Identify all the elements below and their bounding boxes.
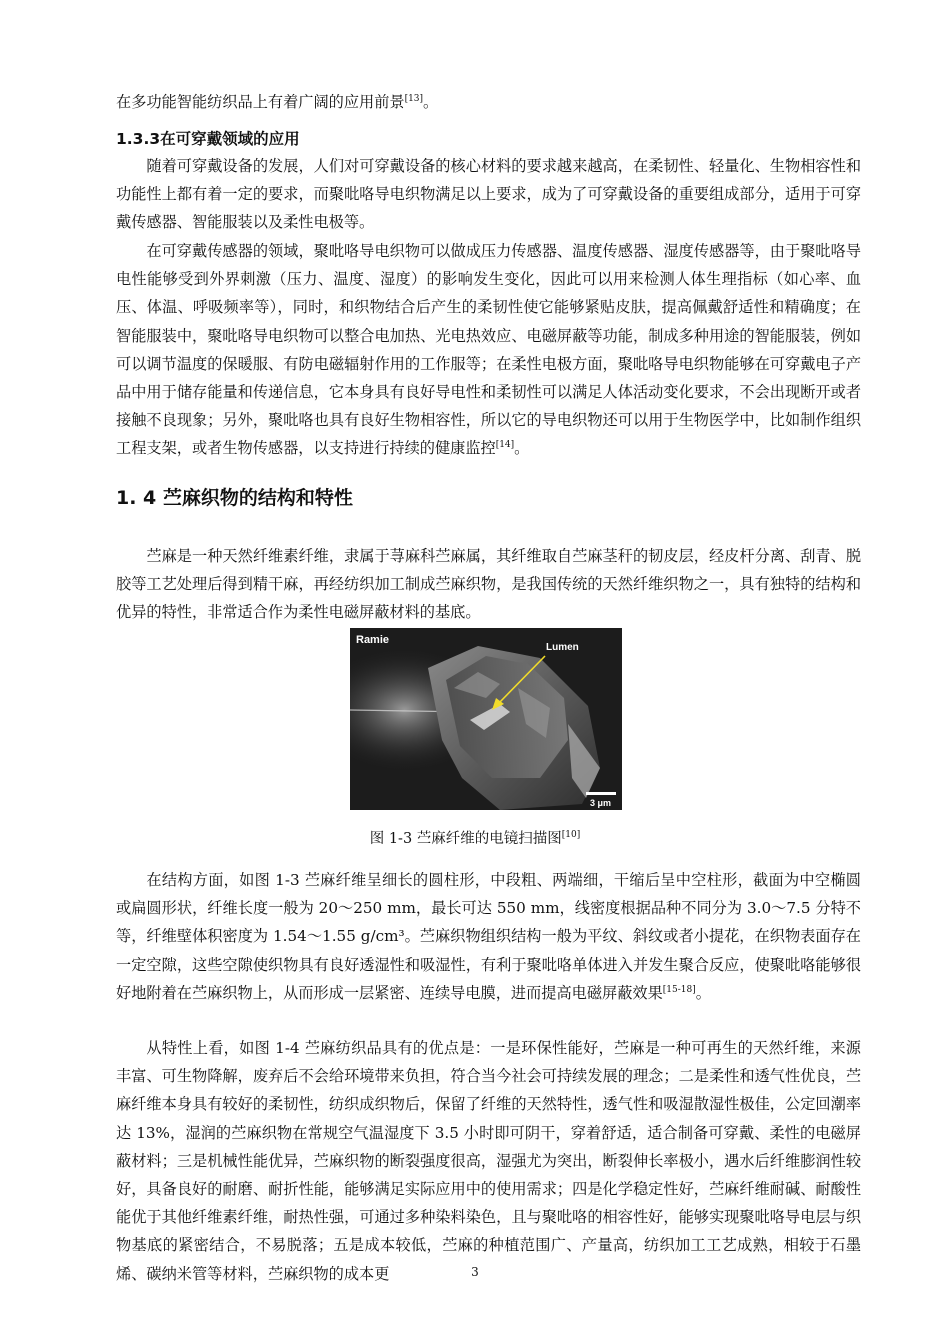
paragraph-ramie-structure: 在结构方面，如图 1-3 苎麻纤维呈细长的圆柱形，中段粗、两端细，干缩后呈中空柱形，截面为中空椭圆或扁圆形状，纤维长度一般为 20～250 mm，最长可达 550 mm，线密度根据品种不同分为 3.0～7.5 分特不等，纤维壁体积密度为 1.54～1.55 g/cm³。苎麻织物组织结构一般为平纹、斜纹或者小提花，在织物表面存在一定空隙，这些空隙使织物具有良好透湿性和吸湿性，有利于聚吡咯单体进入并发生聚合反应，使聚吡咯能够很好地附着在苎麻织物上，从而形成一层紧密、连续导电膜，进而提高电磁屏蔽效果[15-18]。 [116, 871, 861, 1002]
paragraph-ramie-intro: 苎麻是一种天然纤维素纤维，隶属于荨麻科苎麻属，其纤维取自苎麻茎秆的韧皮层，经皮杆分离、刮青、脱胶等工艺处理后得到精干麻，再经纺织加工制成苎麻织物，是我国传统的天然纤维织物之一，具有独特的结构和优异的特性，非常适合作为柔性电磁屏蔽材料的基底。 [116, 547, 861, 622]
section-heading-1-4: 1. 4 苎麻织物的结构和特性 [116, 487, 353, 509]
paragraph-wearable-sensors: 在可穿戴传感器的领域，聚吡咯导电织物可以做成压力传感器、温度传感器、湿度传感器等，由于聚吡咯导电性能够受到外界刺激（压力、温度、湿度）的影响发生变化，因此可以用来检测人体生理指标（如心率、血压、体温、呼吸频率等），同时，和织物结合后产生的柔韧性使它能够紧贴皮肤，提高佩戴舒适性和精确度；在智能服装中，聚吡咯导电织物可以整合电加热、光电热效应、电磁屏蔽等功能，制成多种用途的智能服装，例如可以调节温度的保暖服、有防电磁辐射作用的工作服等；在柔性电极方面，聚吡咯导电织物能够在可穿戴电子产品中用于储存能量和传递信息，它本身具有良好导电性和柔韧性可以满足人体活动变化要求，不会出现断开或者接触不良现象；另外，聚吡咯也具有良好生物相容性，所以它的导电织物还可以用于生物医学中，比如制作组织工程支架，或者生物传感器，以支持进行持续的健康监控[14]。 [116, 242, 861, 458]
scale-bar [586, 792, 616, 795]
figure-caption: 图 1-3 苎麻纤维的电镜扫描图[10] [369, 830, 581, 847]
figure-label-lumen: Lumen [546, 642, 579, 653]
citation-14: [14] [495, 440, 515, 451]
page-number: 3 [471, 1265, 479, 1279]
citation-15-18: [15-18] [662, 984, 696, 995]
scale-bar-label: 3 μm [590, 798, 612, 808]
section-heading-1-3-3: 1.3.3在可穿戴领域的应用 [116, 130, 300, 148]
paragraph-wearable-intro: 随着可穿戴设备的发展，人们对可穿戴设备的核心材料的要求越来越高，在柔韧性、轻量化、生物相容性和功能性上都有着一定的要求，而聚吡咯导电织物满足以上要求，成为了可穿戴设备的重要组成部分，适用于可穿戴传感器、智能服装以及柔性电极等。 [116, 157, 861, 232]
citation-13: [13] [404, 93, 424, 104]
sem-micrograph [350, 628, 622, 810]
citation-10: [10] [561, 830, 581, 841]
paragraph-intro: 在多功能智能纺织品上有着广阔的应用前景[13]。 [116, 93, 439, 111]
sem-image-ramie-fiber [350, 628, 622, 810]
paragraph-ramie-properties: 从特性上看，如图 1-4 苎麻纺织品具有的优点是：一是环保性能好，苎麻是一种可再生的天然纤维，来源丰富、可生物降解，废弃后不会给环境带来负担，符合当今社会可持续发展的理念；二是柔性和透气性优良，苎麻纤维本身具有较好的柔韧性，纺织成织物后，保留了纤维的天然特性，透气性和吸湿散湿性极佳，公定回潮率达 13%，湿润的苎麻织物在常规空气温湿度下 3.5 小时即可阴干，穿着舒适，适合制备可穿戴、柔性的电磁屏蔽材料；三是机械性能优异，苎麻织物的断裂强度很高，湿强尤为突出，断裂伸长率极小，遇水后纤维膨润性较好，具备良好的耐磨、耐折性能，能够满足实际应用中的使用需求；四是化学稳定性好，苎麻纤维耐碱、耐酸性能优于其他纤维素纤维，耐热性强，可通过多种染料染色，且与聚吡咯的相容性好，能够实现聚吡咯导电层与织物基底的紧密结合，不易脱落；五是成本较低，苎麻的种植范围广、产量高，纺织加工工艺成熟，相较于石墨烯、碳纳米管等材料，苎麻织物的成本更 [116, 1039, 861, 1283]
figure-label-ramie: Ramie [356, 634, 390, 646]
